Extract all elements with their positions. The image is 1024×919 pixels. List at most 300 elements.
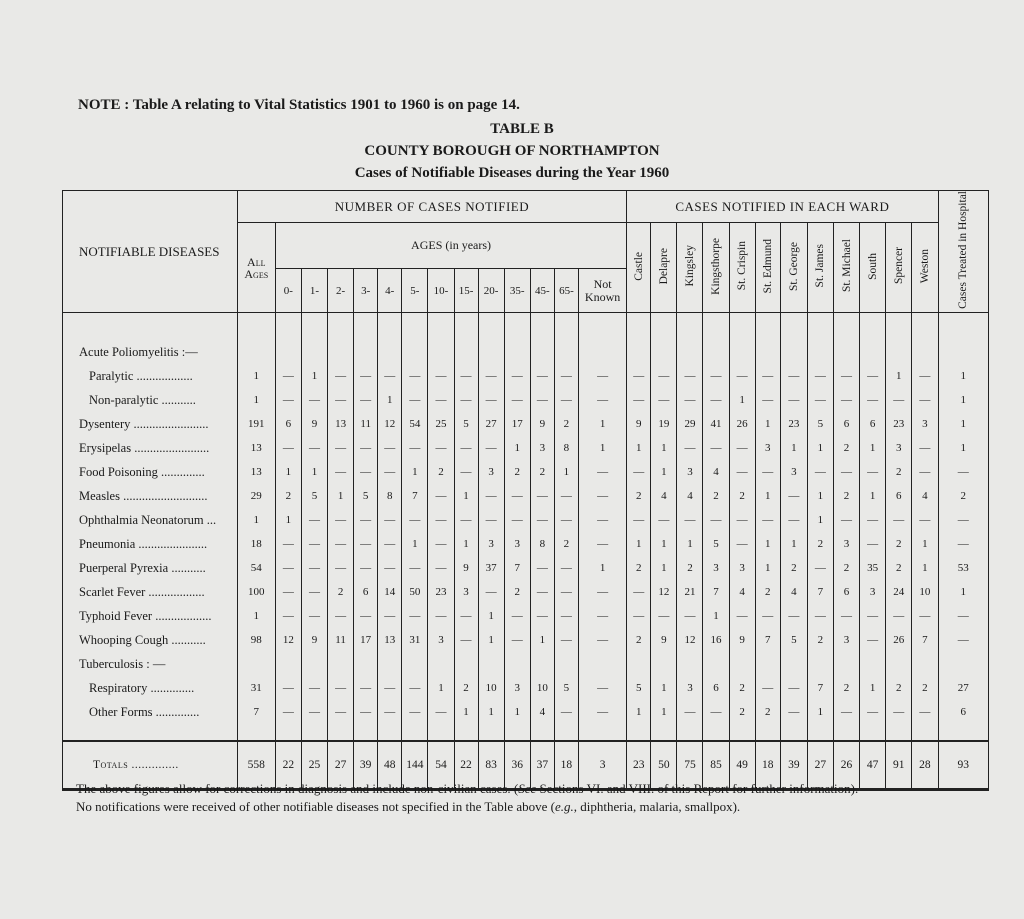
table-cell bbox=[807, 652, 833, 676]
table-cell bbox=[428, 340, 454, 364]
table-cell: — bbox=[755, 676, 780, 700]
table-cell: 8 bbox=[530, 532, 554, 556]
table-cell: 2 bbox=[677, 556, 703, 580]
table-cell: 1 bbox=[703, 604, 729, 628]
table-cell bbox=[504, 340, 530, 364]
table-cell: 23 bbox=[886, 412, 912, 436]
table-cell: — bbox=[860, 604, 886, 628]
table-cell: — bbox=[938, 508, 988, 532]
table-row bbox=[63, 340, 989, 364]
table-cell: — bbox=[627, 364, 651, 388]
table-cell: 1 bbox=[755, 484, 780, 508]
table-cell bbox=[378, 652, 402, 676]
table-cell: — bbox=[729, 460, 755, 484]
table-cell: 1 bbox=[301, 364, 327, 388]
table-cell: 9 bbox=[729, 628, 755, 652]
total-cell: 3 bbox=[578, 741, 626, 790]
table-cell: — bbox=[833, 700, 859, 724]
table-cell: — bbox=[578, 484, 626, 508]
table-cell: — bbox=[578, 580, 626, 604]
table-cell bbox=[807, 340, 833, 364]
table-cell: 1 bbox=[478, 628, 504, 652]
table-cell: 1 bbox=[428, 676, 454, 700]
disease-name: Dysentery ........................ bbox=[63, 412, 238, 436]
table-cell: 16 bbox=[703, 628, 729, 652]
table-cell: — bbox=[578, 388, 626, 412]
ward-spencer-header: Spencer bbox=[886, 223, 912, 313]
table-cell bbox=[886, 652, 912, 676]
table-cell: — bbox=[275, 388, 301, 412]
ward-st-michael-header: St. Michael bbox=[833, 223, 859, 313]
table-cell: — bbox=[328, 604, 354, 628]
table-cell: — bbox=[378, 364, 402, 388]
table-cell bbox=[677, 340, 703, 364]
table-cell: 2 bbox=[454, 676, 478, 700]
table-row bbox=[63, 556, 989, 580]
table-cell: 10 bbox=[478, 676, 504, 700]
table-row bbox=[63, 388, 989, 412]
table-cell: 13 bbox=[237, 436, 275, 460]
table-cell: 100 bbox=[237, 580, 275, 604]
table-cell: — bbox=[780, 700, 807, 724]
table-cell: 29 bbox=[677, 412, 703, 436]
table-cell bbox=[402, 652, 428, 676]
footnote bbox=[76, 780, 858, 816]
table-cell bbox=[454, 652, 478, 676]
table-cell: 2 bbox=[554, 412, 578, 436]
table-cell: 1 bbox=[578, 436, 626, 460]
table-cell: 25 bbox=[428, 412, 454, 436]
table-cell: — bbox=[703, 508, 729, 532]
table-cell: 2 bbox=[627, 556, 651, 580]
table-cell: — bbox=[554, 580, 578, 604]
table-cell: 1 bbox=[627, 436, 651, 460]
table-cell: 1 bbox=[554, 460, 578, 484]
table-cell: — bbox=[860, 700, 886, 724]
table-cell: — bbox=[578, 700, 626, 724]
table-cell: — bbox=[860, 508, 886, 532]
table-cell: 6 bbox=[703, 676, 729, 700]
table-cell: — bbox=[780, 508, 807, 532]
table-cell bbox=[703, 652, 729, 676]
table-cell bbox=[703, 340, 729, 364]
table-cell: — bbox=[301, 676, 327, 700]
table-cell: 3 bbox=[478, 460, 504, 484]
table-cell: — bbox=[780, 676, 807, 700]
table-cell: 5 bbox=[454, 412, 478, 436]
table-cell: — bbox=[938, 460, 988, 484]
table-cell: — bbox=[354, 508, 378, 532]
table-cell: — bbox=[886, 604, 912, 628]
table-cell: — bbox=[275, 556, 301, 580]
table-cell: — bbox=[912, 364, 938, 388]
table-cell: — bbox=[729, 604, 755, 628]
table-cell: 6 bbox=[860, 412, 886, 436]
table-cell bbox=[428, 652, 454, 676]
table-cell bbox=[478, 340, 504, 364]
table-cell: 2 bbox=[729, 700, 755, 724]
table-cell: — bbox=[938, 604, 988, 628]
table-cell: 2 bbox=[886, 532, 912, 556]
table-cell bbox=[860, 652, 886, 676]
treated-header: Cases Treated in Hospital bbox=[938, 191, 988, 313]
table-cell: — bbox=[478, 508, 504, 532]
table-cell: — bbox=[504, 484, 530, 508]
total-cell: 28 bbox=[912, 741, 938, 790]
table-cell: 9 bbox=[301, 628, 327, 652]
table-cell: 1 bbox=[807, 508, 833, 532]
table-cell bbox=[454, 340, 478, 364]
disease-name: Other Forms .............. bbox=[63, 700, 238, 724]
table-cell: — bbox=[807, 364, 833, 388]
table-cell bbox=[478, 652, 504, 676]
table-cell: — bbox=[354, 388, 378, 412]
table-cell: 2 bbox=[275, 484, 301, 508]
table-cell: 1 bbox=[627, 532, 651, 556]
table-cell: — bbox=[677, 388, 703, 412]
total-cell: 25 bbox=[301, 741, 327, 790]
table-cell: 6 bbox=[886, 484, 912, 508]
table-cell: 3 bbox=[833, 628, 859, 652]
table-cell: 2 bbox=[627, 628, 651, 652]
age-header: 1- bbox=[301, 269, 327, 313]
table-cell: — bbox=[807, 556, 833, 580]
table-cell: 27 bbox=[938, 676, 988, 700]
disease-name: Erysipelas ........................ bbox=[63, 436, 238, 460]
table-cell: — bbox=[938, 628, 988, 652]
table-cell: 1 bbox=[478, 700, 504, 724]
table-cell: — bbox=[703, 436, 729, 460]
table-cell: — bbox=[354, 364, 378, 388]
disease-name: Non-paralytic ........... bbox=[63, 388, 238, 412]
table-cell: — bbox=[886, 508, 912, 532]
table-cell: 1 bbox=[237, 364, 275, 388]
table-cell: 9 bbox=[530, 412, 554, 436]
table-cell: — bbox=[378, 532, 402, 556]
table-cell: — bbox=[912, 436, 938, 460]
table-cell: 4 bbox=[912, 484, 938, 508]
table-cell: — bbox=[428, 436, 454, 460]
table-cell bbox=[651, 652, 677, 676]
table-cell bbox=[833, 340, 859, 364]
table-cell: — bbox=[454, 460, 478, 484]
table-cell: 1 bbox=[301, 460, 327, 484]
table-cell: — bbox=[912, 508, 938, 532]
table-cell: 13 bbox=[237, 460, 275, 484]
table-cell: — bbox=[578, 604, 626, 628]
table-cell bbox=[860, 340, 886, 364]
table-cell: — bbox=[478, 484, 504, 508]
ward-kingsthorpe-header: Kingsthorpe bbox=[703, 223, 729, 313]
table-cell: 7 bbox=[402, 484, 428, 508]
table-cell bbox=[780, 340, 807, 364]
table-cell bbox=[729, 652, 755, 676]
table-cell: — bbox=[755, 388, 780, 412]
table-cell: — bbox=[428, 556, 454, 580]
table-cell: 7 bbox=[807, 676, 833, 700]
table-cell: — bbox=[627, 508, 651, 532]
table-cell: 4 bbox=[651, 484, 677, 508]
table-row bbox=[63, 628, 989, 652]
table-cell: 1 bbox=[912, 532, 938, 556]
table-cell: 1 bbox=[755, 532, 780, 556]
table-cell: — bbox=[554, 484, 578, 508]
table-cell bbox=[301, 652, 327, 676]
table-cell bbox=[504, 652, 530, 676]
table-cell: 17 bbox=[504, 412, 530, 436]
table-cell: — bbox=[780, 604, 807, 628]
table-cell: 1 bbox=[938, 580, 988, 604]
table-subtitle: COUNTY BOROUGH OF NORTHAMPTON bbox=[364, 143, 660, 159]
age-header: 35- bbox=[504, 269, 530, 313]
table-cell: 5 bbox=[807, 412, 833, 436]
table-cell: — bbox=[301, 604, 327, 628]
table-cell bbox=[651, 340, 677, 364]
table-cell bbox=[354, 340, 378, 364]
table-cell bbox=[275, 340, 301, 364]
table-cell: — bbox=[677, 700, 703, 724]
spacer-row bbox=[63, 313, 989, 341]
ward-south-header: South bbox=[860, 223, 886, 313]
table-cell: 3 bbox=[860, 580, 886, 604]
table-cell bbox=[328, 652, 354, 676]
age-header: 2- bbox=[328, 269, 354, 313]
table-cell: 1 bbox=[651, 532, 677, 556]
footnote-line-2: No notifications were received of other notifiable diseases not specified in the Table above (e.g., diphtheria, malaria, smallpox). bbox=[76, 799, 741, 814]
table-cell: 23 bbox=[428, 580, 454, 604]
table-cell: — bbox=[729, 532, 755, 556]
disease-name: Respiratory .............. bbox=[63, 676, 238, 700]
table-cell: — bbox=[530, 604, 554, 628]
table-cell: 7 bbox=[504, 556, 530, 580]
table-cell: 2 bbox=[428, 460, 454, 484]
ward-delapre-header: Delapre bbox=[651, 223, 677, 313]
table-cell: — bbox=[912, 604, 938, 628]
table-row bbox=[63, 700, 989, 724]
table-cell: 31 bbox=[237, 676, 275, 700]
table-cell: 53 bbox=[938, 556, 988, 580]
disease-name: Ophthalmia Neonatorum ... bbox=[63, 508, 238, 532]
table-cell: 2 bbox=[504, 580, 530, 604]
table-cell: 26 bbox=[886, 628, 912, 652]
table-cell: 13 bbox=[328, 412, 354, 436]
table-cell: — bbox=[578, 364, 626, 388]
table-cell: — bbox=[677, 604, 703, 628]
table-cell: 2 bbox=[886, 556, 912, 580]
table-cell: 2 bbox=[833, 436, 859, 460]
table-cell: 1 bbox=[378, 388, 402, 412]
totals-label: Totals .............. bbox=[63, 741, 238, 790]
table-cell: — bbox=[328, 508, 354, 532]
table-cell: — bbox=[530, 388, 554, 412]
total-cell: 49 bbox=[729, 741, 755, 790]
total-cell: 85 bbox=[703, 741, 729, 790]
table-cell: 1 bbox=[938, 388, 988, 412]
number-notified-header: NUMBER OF CASES NOTIFIED bbox=[237, 191, 627, 223]
total-cell: 48 bbox=[378, 741, 402, 790]
table-cell: 7 bbox=[912, 628, 938, 652]
ward-castle-header: Castle bbox=[627, 223, 651, 313]
table-cell: — bbox=[860, 628, 886, 652]
table-row bbox=[63, 652, 989, 676]
table-cell: 13 bbox=[378, 628, 402, 652]
table-cell: — bbox=[651, 364, 677, 388]
table-cell: 1 bbox=[807, 436, 833, 460]
table-cell: — bbox=[354, 604, 378, 628]
table-cell: — bbox=[554, 628, 578, 652]
table-cell: 1 bbox=[780, 532, 807, 556]
table-cell: — bbox=[729, 508, 755, 532]
table-cell: — bbox=[428, 532, 454, 556]
total-cell: 144 bbox=[402, 741, 428, 790]
table-cell: 1 bbox=[651, 676, 677, 700]
table-cell: — bbox=[402, 388, 428, 412]
table-cell: — bbox=[807, 388, 833, 412]
disease-name: Food Poisoning .............. bbox=[63, 460, 238, 484]
table-cell: 12 bbox=[677, 628, 703, 652]
table-cell: — bbox=[402, 700, 428, 724]
table-cell: 14 bbox=[378, 580, 402, 604]
table-cell: — bbox=[554, 604, 578, 628]
table-cell: 41 bbox=[703, 412, 729, 436]
table-cell: 54 bbox=[402, 412, 428, 436]
table-cell: — bbox=[504, 604, 530, 628]
table-cell: 1 bbox=[237, 388, 275, 412]
table-cell: 2 bbox=[729, 484, 755, 508]
table-cell: — bbox=[275, 604, 301, 628]
table-cell: — bbox=[275, 436, 301, 460]
table-cell: — bbox=[755, 364, 780, 388]
age-header: 15- bbox=[454, 269, 478, 313]
table-cell: — bbox=[428, 388, 454, 412]
table-cell: 3 bbox=[886, 436, 912, 460]
table-cell: — bbox=[402, 604, 428, 628]
table-cell: — bbox=[454, 628, 478, 652]
table-cell: — bbox=[402, 556, 428, 580]
table-cell: 2 bbox=[755, 580, 780, 604]
age-header: 20- bbox=[478, 269, 504, 313]
table-cell bbox=[275, 652, 301, 676]
table-cell: 1 bbox=[938, 364, 988, 388]
table-cell bbox=[378, 340, 402, 364]
table-cell: — bbox=[554, 700, 578, 724]
table-cell: 21 bbox=[677, 580, 703, 604]
table-cell: — bbox=[428, 604, 454, 628]
table-cell: — bbox=[402, 676, 428, 700]
table-cell: 1 bbox=[807, 484, 833, 508]
table-cell: 11 bbox=[328, 628, 354, 652]
table-cell bbox=[886, 340, 912, 364]
table-cell: — bbox=[627, 604, 651, 628]
table-cell bbox=[578, 340, 626, 364]
diseases-header: NOTIFIABLE DISEASES bbox=[63, 191, 238, 313]
table-cell: 3 bbox=[833, 532, 859, 556]
table-cell: — bbox=[354, 700, 378, 724]
table-row bbox=[63, 460, 989, 484]
table-row bbox=[63, 676, 989, 700]
table-cell: 2 bbox=[912, 676, 938, 700]
table-cell: — bbox=[651, 604, 677, 628]
table-cell: — bbox=[275, 700, 301, 724]
total-cell: 36 bbox=[504, 741, 530, 790]
table-cell bbox=[938, 340, 988, 364]
table-cell: 98 bbox=[237, 628, 275, 652]
table-cell: — bbox=[530, 484, 554, 508]
table-cell: — bbox=[651, 508, 677, 532]
table-cell: — bbox=[402, 364, 428, 388]
table-cell: 3 bbox=[677, 676, 703, 700]
age-header: 4- bbox=[378, 269, 402, 313]
table-cell: 2 bbox=[328, 580, 354, 604]
table-cell: 6 bbox=[354, 580, 378, 604]
table-cell: — bbox=[275, 532, 301, 556]
table-cell bbox=[328, 340, 354, 364]
table-cell: 1 bbox=[651, 556, 677, 580]
table-cell: — bbox=[833, 364, 859, 388]
table-cell: 2 bbox=[886, 460, 912, 484]
age-header: 45- bbox=[530, 269, 554, 313]
table-cell: 9 bbox=[651, 628, 677, 652]
table-cell: 7 bbox=[237, 700, 275, 724]
table-cell: 29 bbox=[237, 484, 275, 508]
total-cell: 91 bbox=[886, 741, 912, 790]
table-cell: — bbox=[833, 604, 859, 628]
table-cell: 2 bbox=[504, 460, 530, 484]
table-cell bbox=[578, 652, 626, 676]
table-cell: — bbox=[651, 388, 677, 412]
ages-header: AGES (in years) bbox=[275, 223, 626, 269]
table-cell: — bbox=[301, 508, 327, 532]
table-cell: 7 bbox=[703, 580, 729, 604]
table-cell: — bbox=[504, 364, 530, 388]
table-cell: — bbox=[886, 700, 912, 724]
table-cell: — bbox=[554, 508, 578, 532]
table-cell: 1 bbox=[478, 604, 504, 628]
table-cell: — bbox=[328, 436, 354, 460]
table-cell: — bbox=[755, 604, 780, 628]
table-cell: — bbox=[578, 532, 626, 556]
table-cell: — bbox=[780, 364, 807, 388]
table-cell: — bbox=[301, 556, 327, 580]
table-cell: — bbox=[354, 556, 378, 580]
table-cell: — bbox=[554, 388, 578, 412]
ward-notified-header: CASES NOTIFIED IN EACH WARD bbox=[627, 191, 938, 223]
total-cell: 39 bbox=[780, 741, 807, 790]
table-cell: 3 bbox=[504, 676, 530, 700]
table-cell: — bbox=[729, 364, 755, 388]
table-cell: — bbox=[478, 580, 504, 604]
table-cell: 18 bbox=[237, 532, 275, 556]
table-cell: — bbox=[275, 676, 301, 700]
table-cell: — bbox=[378, 604, 402, 628]
age-header: 5- bbox=[402, 269, 428, 313]
table-cell: 5 bbox=[780, 628, 807, 652]
table-cell: — bbox=[780, 388, 807, 412]
table-cell: — bbox=[275, 364, 301, 388]
table-cell: — bbox=[301, 532, 327, 556]
spacer-row bbox=[63, 724, 989, 741]
table-cell: 1 bbox=[860, 436, 886, 460]
table-cell: 3 bbox=[912, 412, 938, 436]
table-cell: — bbox=[860, 364, 886, 388]
table-cell: 1 bbox=[454, 484, 478, 508]
table-cell bbox=[627, 652, 651, 676]
table-cell: 1 bbox=[504, 700, 530, 724]
table-cell: 37 bbox=[478, 556, 504, 580]
table-cell: 27 bbox=[478, 412, 504, 436]
table-cell: — bbox=[504, 508, 530, 532]
table-cell: — bbox=[378, 556, 402, 580]
